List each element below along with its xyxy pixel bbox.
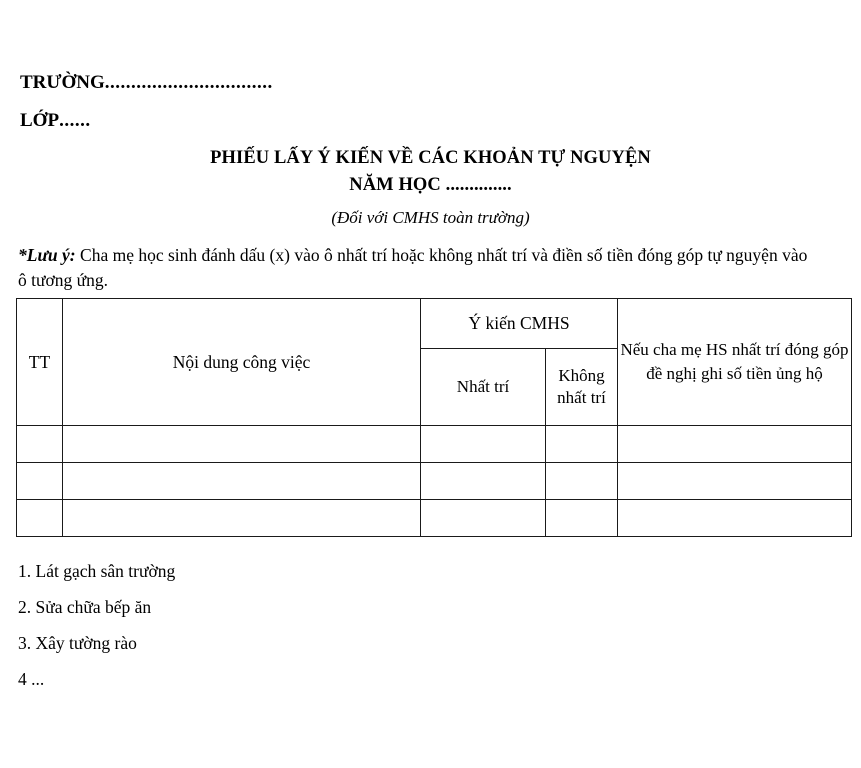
table-row[interactable] (17, 500, 852, 537)
cell-agree[interactable] (421, 463, 546, 500)
cell-tt[interactable] (17, 463, 63, 500)
table-row[interactable] (17, 426, 852, 463)
school-line (20, 73, 273, 92)
header-agree: Nhất trí (421, 349, 546, 426)
cell-tt[interactable] (17, 500, 63, 537)
list-item: 2. Sửa chữa bếp ăn (18, 597, 152, 618)
header-disagree: Không nhất trí (546, 349, 618, 426)
cell-amount[interactable] (618, 463, 852, 500)
cell-amount[interactable] (618, 500, 852, 537)
class-dots: ...... (59, 110, 91, 131)
opinion-table (16, 298, 852, 537)
header-content: Nội dung công việc (63, 299, 421, 426)
instruction-note (18, 243, 818, 294)
note-text: Cha mẹ học sinh đánh dấu (x) vào ô nhất trí hoặc không nhất trí và điền số tiền đóng góp tự nguyện vào ô tương ứng. (18, 245, 808, 291)
cell-tt[interactable] (17, 426, 63, 463)
school-dots: ................................ (104, 72, 273, 93)
title-block (0, 145, 861, 230)
cell-content[interactable] (63, 500, 421, 537)
school-year-line: NĂM HỌC .............. (349, 174, 512, 195)
header-opinion-group: Ý kiến CMHS (421, 299, 618, 349)
cell-content[interactable] (63, 426, 421, 463)
table-header-row-top (17, 299, 852, 349)
cell-disagree[interactable] (546, 426, 618, 463)
school-label: TRƯỜNG (20, 72, 105, 93)
header-tt: TT (17, 299, 63, 426)
header-amount: Nếu cha mẹ HS nhất trí đóng góp đề nghị ghi số tiền ủng hộ (618, 299, 852, 426)
table-row[interactable] (17, 463, 852, 500)
list-item: 1. Lát gạch sân trường (18, 561, 176, 582)
cell-content[interactable] (63, 463, 421, 500)
list-item: 4 ... (18, 669, 45, 690)
cell-agree[interactable] (421, 500, 546, 537)
cell-disagree[interactable] (546, 500, 618, 537)
class-line (20, 111, 91, 130)
class-label: LỚP (20, 110, 60, 131)
list-item: 3. Xây tường rào (18, 633, 137, 654)
suggested-items-list (18, 554, 175, 698)
cell-disagree[interactable] (546, 463, 618, 500)
document-title: PHIẾU LẤY Ý KIẾN VỀ CÁC KHOẢN TỰ NGUYỆN (210, 148, 651, 168)
table-body (17, 426, 852, 537)
cell-agree[interactable] (421, 426, 546, 463)
note-label: *Lưu ý: (18, 245, 76, 265)
audience-note: (Đối với CMHS toàn trường) (331, 207, 530, 227)
cell-amount[interactable] (618, 426, 852, 463)
